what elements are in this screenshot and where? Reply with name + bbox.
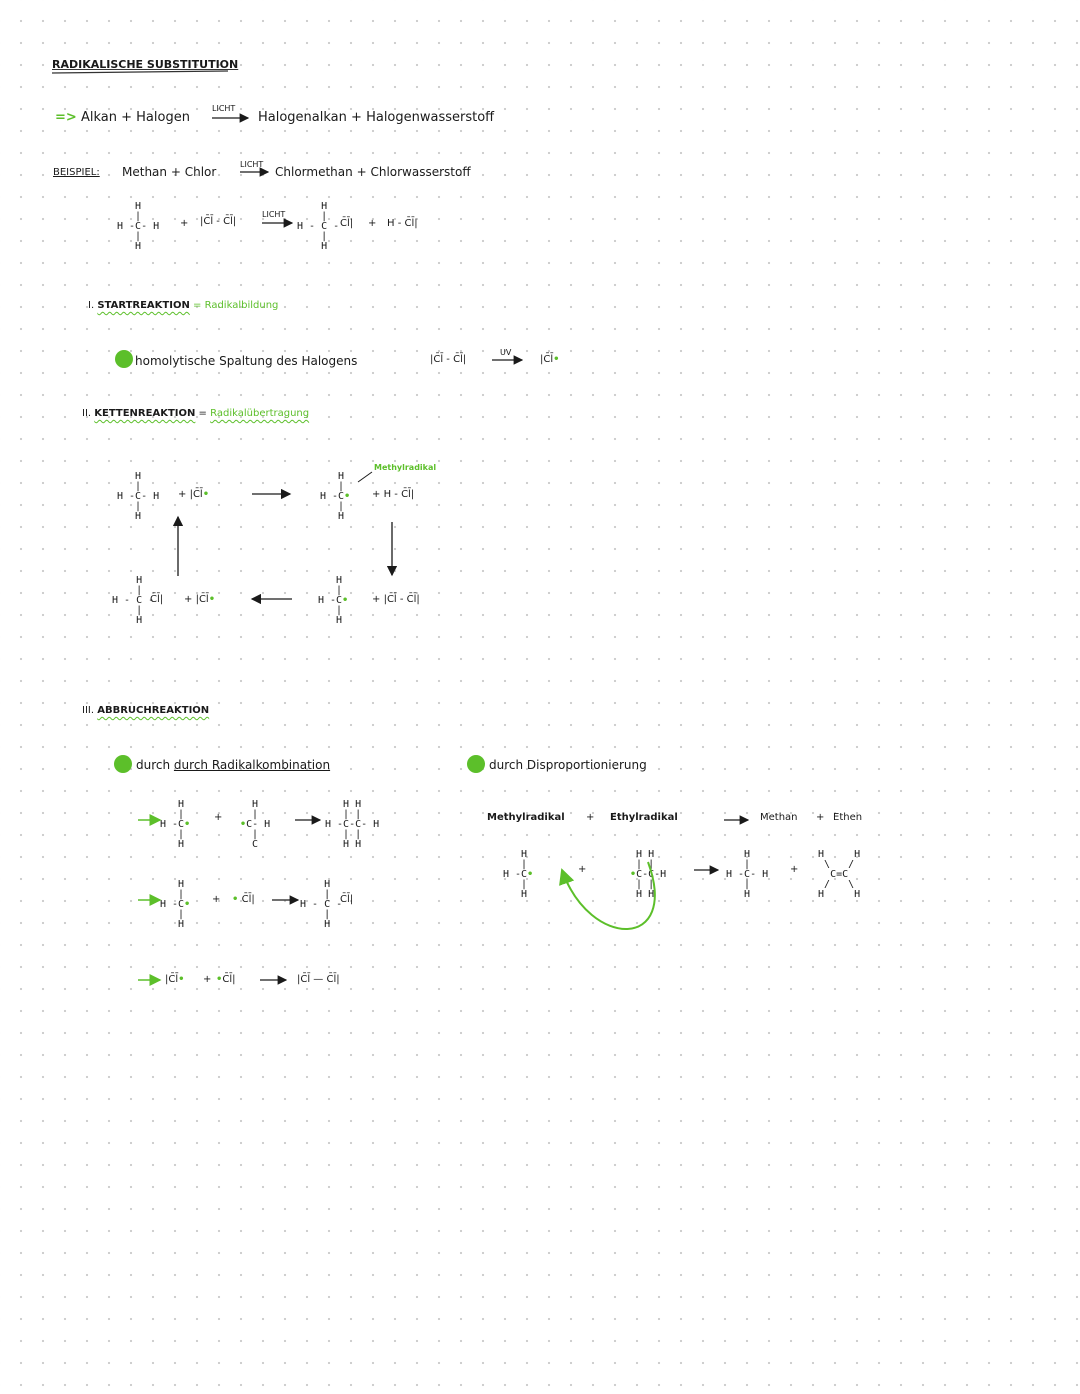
combo1-methyl-a: H | H -C• | H — [160, 799, 191, 850]
reactant-alkan: Alkan — [80, 110, 117, 125]
disp-ethyl-label: Ethylradikal — [610, 812, 678, 823]
plus-sign: + — [121, 110, 132, 125]
chain-chloromethane: H | H - C - | H — [112, 575, 155, 626]
subtitle-radikalbildung: Radikalbildung — [204, 300, 279, 311]
subtitle-radikaluebertragung: Radikalübertragung — [210, 408, 310, 419]
numeral: II. — [82, 408, 92, 419]
chloromethane-structure: H | H - C - — [297, 201, 340, 232]
combo1-ethane: H H | | H -C-C- H | | H H — [325, 799, 380, 850]
cl2: |C̄l̄ - C̄l̄| — [383, 594, 420, 605]
start-eq-left: |C̄l̄ - C̄l̄| — [430, 354, 467, 365]
equals-sign: = — [198, 408, 207, 419]
plus-sign: + — [578, 864, 587, 875]
plus-sign: + — [212, 894, 221, 905]
chain-methyl-radical: H | H -C• | H — [320, 471, 351, 522]
hcl: H - C̄l̄| — [383, 489, 415, 500]
heading-text: ABBRUCHREAKTION — [97, 705, 210, 716]
radical-dot: • — [553, 354, 560, 365]
product-halogenwasserstoff: Halogenwasserstoff — [366, 110, 495, 125]
example-label: BEISPIEL: — [53, 167, 100, 178]
plus-sign: + — [586, 812, 595, 823]
plus-sign: + — [203, 974, 212, 985]
plus-sign: + — [184, 594, 193, 605]
radical-dot: • — [208, 594, 216, 605]
plus-sign: + — [368, 218, 377, 229]
plus-sign: + — [372, 489, 381, 500]
disp-methyl-label: Methylradikal — [487, 812, 565, 823]
radical-dot: • — [232, 894, 239, 905]
disp-ethene: H H \ / C=C / \ H H — [818, 849, 861, 900]
heading-text: KETTENREAKTION — [94, 408, 196, 419]
disp-ethyl: H H | | •C-C-H | | H H — [630, 849, 667, 900]
plus-sign: + — [356, 165, 367, 179]
product-halogenalkan: Halogenalkan — [258, 110, 347, 125]
plus-sign: + — [214, 812, 223, 823]
product-chlorwasserstoff: Chlorwasserstoff — [370, 165, 471, 179]
implies-arrow: => — [55, 110, 77, 125]
plus-sign: + — [816, 812, 825, 823]
cl-radical: |C̄l̄ — [189, 489, 203, 500]
combo3-product: |C̄l̄ — C̄l̄| — [297, 974, 340, 985]
structural-condition: LICHT — [262, 210, 286, 219]
title-underline — [52, 71, 228, 73]
chain-cl-atom: C̄l̄| — [150, 594, 164, 605]
radical-dot: • — [178, 974, 185, 985]
example-condition: LICHT — [240, 160, 264, 169]
cl-radical: |C̄l̄ — [165, 974, 179, 985]
plus-sign: + — [180, 218, 189, 229]
combo2-product: H | H - C - | H — [300, 879, 343, 930]
plus-sign: + — [178, 489, 187, 500]
start-bullet-text: homolytische Spaltung des Halogens — [135, 354, 358, 368]
equals-sign: = — [193, 300, 202, 311]
combo1-methyl-b: H | •C- H | C — [240, 799, 271, 850]
cl-radical-text: |C̄l̄ — [540, 354, 554, 365]
combo2-product-cl: C̄l̄| — [340, 894, 354, 905]
termination-bullet-disproportion: durch Disproportionierung — [489, 758, 647, 772]
chain-methane: H | H -C- H | H — [117, 471, 160, 522]
reactant-chlor: Chlor — [184, 165, 217, 179]
plus-sign: + — [372, 594, 381, 605]
radical-dot: • — [202, 489, 210, 500]
page-title: RADIKALISCHE SUBSTITUTION — [52, 58, 239, 71]
disp-methane: H | H -C- H | H — [726, 849, 769, 900]
reactant-methan: Methan — [122, 165, 168, 179]
plus-sign: + — [351, 110, 362, 125]
termination-bullet-combination: durch durch Radikalkombination — [136, 758, 331, 772]
methyl-radical-label: Methylradikal — [374, 463, 437, 472]
disp-ethen-label: Ethen — [833, 812, 863, 823]
h-transfer-arrow-icon — [562, 862, 655, 929]
start-eq-condition: UV — [500, 348, 512, 357]
chain-methyl-radical-2: H | H -C• | H — [318, 575, 349, 626]
chloromethane-cl: C̄l̄| — [340, 218, 354, 229]
methane-structure: H | H -C- H | H — [117, 201, 160, 252]
cl-radical: C̄l̄| — [222, 974, 236, 985]
chloromethane-bottom: | H — [321, 231, 328, 252]
cl-radical: C̄l̄| — [241, 894, 255, 905]
bullet1-text: durch Radikalkombination — [173, 758, 331, 772]
numeral: III. — [82, 705, 95, 716]
hydrogen-chloride: H - C̄l̄| — [387, 218, 418, 229]
disp-methyl: H | H -C• | H — [503, 849, 534, 900]
methyl-label-pointer — [358, 472, 372, 482]
reactant-halogen: Halogen — [136, 110, 190, 125]
cl-radical: |C̄l̄ — [195, 594, 209, 605]
plus-sign: + — [790, 864, 799, 875]
chlorine-molecule: |C̄l̄ - C̄l̄| — [200, 216, 237, 227]
radical-dot: • — [216, 974, 223, 985]
product-chlormethan: Chlormethan — [275, 165, 353, 179]
numeral: I. — [88, 300, 95, 311]
condition-light: LICHT — [212, 104, 236, 113]
heading-text: STARTREAKTION — [97, 300, 190, 311]
plus-sign: + — [170, 165, 181, 179]
combo2-methyl: H | H -C• | H — [160, 879, 191, 930]
disp-methan-label: Methan — [760, 812, 798, 823]
